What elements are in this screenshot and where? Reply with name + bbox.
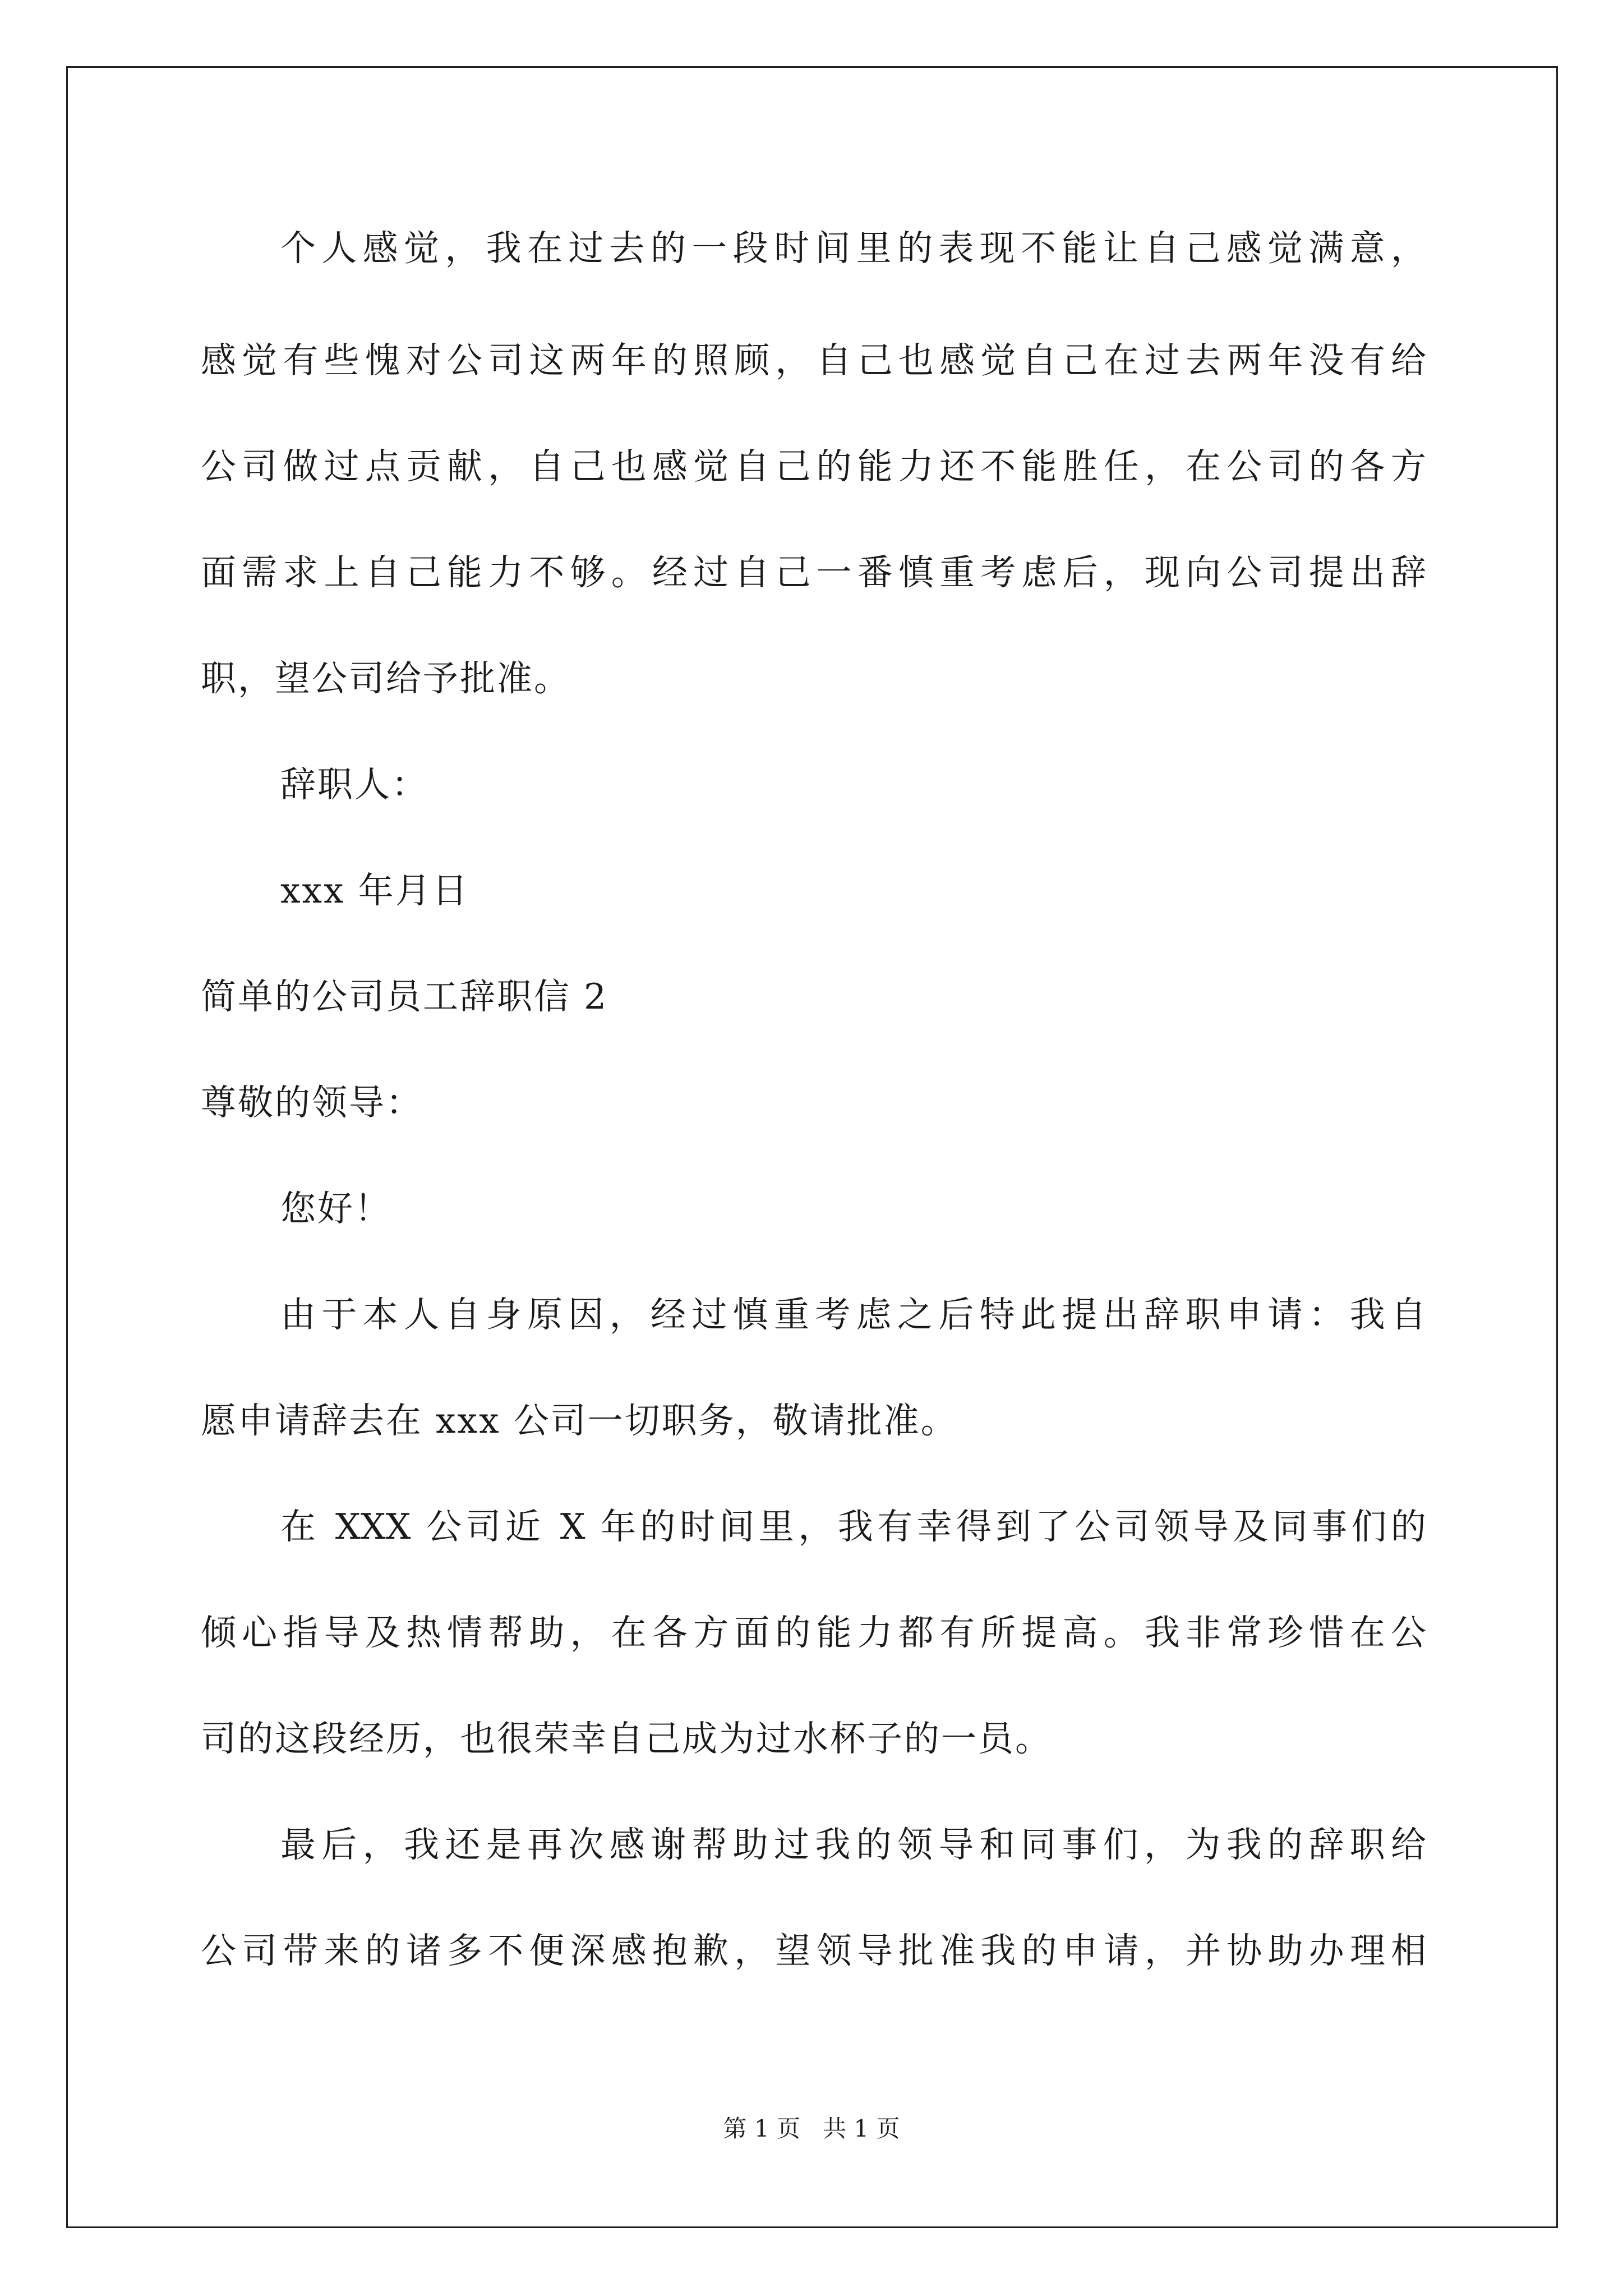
body-line-15: 司的这段经历，也很荣幸自己成为过水杯子的一员。 — [201, 1718, 1052, 1759]
body-line-14: 倾心指导及热情帮助，在各方面的能力都有所提高。我非常珍惜在公 — [201, 1612, 1426, 1653]
body-line-4: 面需求上自己能力不够。经过自己一番慎重考虑后，现向公司提出辞 — [201, 552, 1426, 593]
body-line-1: 个人感觉，我在过去的一段时间里的表现不能让自己感觉满意， — [280, 228, 1426, 269]
signature-label: 辞职人： — [280, 764, 428, 805]
body-line-11: 由于本人自身原因，经过慎重考虑之后特此提出辞职申请：我自 — [280, 1294, 1426, 1335]
page-border — [66, 66, 1558, 2228]
body-line-2: 感觉有些愧对公司这两年的照顾，自己也感觉自己在过去两年没有给 — [201, 340, 1426, 381]
body-line-3: 公司做过点贡献，自己也感觉自己的能力还不能胜任，在公司的各方 — [201, 446, 1426, 487]
date-line: xxx 年月日 — [280, 870, 469, 911]
page-footer: 第 1 页 共 1 页 — [723, 2115, 900, 2142]
body-line-17: 公司带来的诸多不便深感抱歉，望领导批准我的申请，并协助办理相 — [201, 1930, 1426, 1971]
salutation: 尊敬的领导： — [201, 1082, 423, 1123]
body-line-16: 最后，我还是再次感谢帮助过我的领导和同事们，为我的辞职给 — [280, 1824, 1426, 1865]
body-line-5: 职，望公司给予批准。 — [201, 658, 571, 699]
body-line-12: 愿申请辞去在 xxx 公司一切职务，敬请批准。 — [201, 1400, 958, 1441]
body-line-13: 在 XXX 公司近 X 年的时间里，我有幸得到了公司领导及同事们的 — [280, 1506, 1426, 1547]
section-title: 简单的公司员工辞职信 2 — [201, 976, 608, 1017]
greeting: 您好！ — [280, 1188, 391, 1229]
